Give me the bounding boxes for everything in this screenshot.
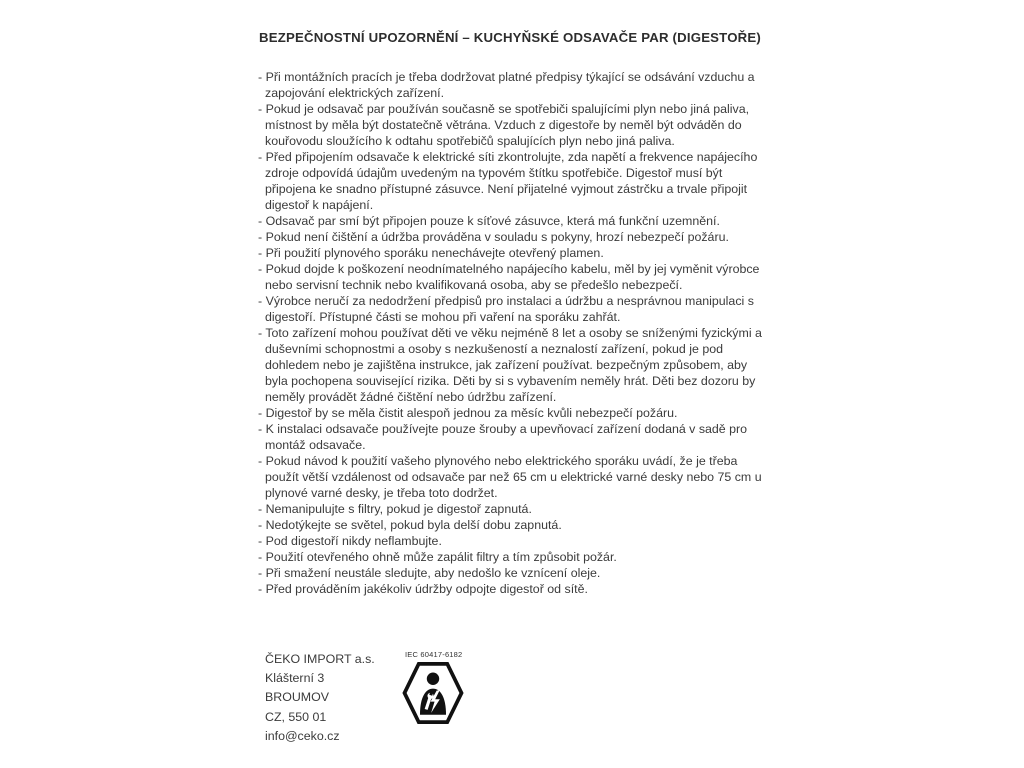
safety-bullet: - Použití otevřeného ohně může zapálit filtry a tím způsobit požár. xyxy=(258,550,617,564)
qualified-installer-icon xyxy=(402,660,464,726)
safety-bullet: - Výrobce neručí za nedodržení předpisů pro instalaci a údržbu a nesprávnou manipulaci s digestoří. Přístupné části se mohou při vaření na sporáku zahřát. xyxy=(258,294,754,324)
certification-block xyxy=(402,650,482,726)
document-content xyxy=(258,30,762,597)
company-email: info@ceko.cz xyxy=(265,728,340,743)
cert-standard-label: IEC 60417-6182 xyxy=(405,650,463,659)
safety-bullet: - Pod digestoří nikdy neflambujte. xyxy=(258,534,442,548)
safety-bullet: - Při smažení neustále sledujte, aby nedošlo ke vznícení oleje. xyxy=(258,566,601,580)
safety-bullet: - Digestoř by se měla čistit alespoň jednou za měsíc kvůli nebezpečí požáru. xyxy=(258,406,678,420)
safety-bullet: - Odsavač par smí být připojen pouze k síťové zásuvce, která má funkční uzemnění. xyxy=(258,214,720,228)
safety-bullet: - Při použití plynového sporáku nenechávejte otevřený plamen. xyxy=(258,246,604,260)
page-title: BEZPEČNOSTNÍ UPOZORNĚNÍ – KUCHYŇSKÉ ODSAVAČE PAR (DIGESTOŘE) xyxy=(259,30,761,45)
safety-bullet-list xyxy=(258,69,762,597)
safety-bullet: - Nemanipulujte s filtry, pokud je digestoř zapnutá. xyxy=(258,502,532,516)
address-zip: CZ, 550 01 xyxy=(265,709,327,724)
safety-bullet: - K instalaci odsavače používejte pouze šrouby a upevňovací zařízení dodaná v sadě pro montáž odsavače. xyxy=(258,422,748,452)
safety-bullet: - Pokud dojde k poškození neodnímatelného napájecího kabelu, měl by jej vyměnit výrobce nebo servisní technik nebo kvalifikovaná osoba, aby se předešlo nebezpečí. xyxy=(258,262,760,292)
safety-bullet: - Pokud není čištění a údržba prováděna v souladu s pokyny, hrozí nebezpečí požáru. xyxy=(258,230,729,244)
safety-bullet: - Nedotýkejte se světel, pokud byla delší dobu zapnutá. xyxy=(258,518,562,532)
safety-bullet: - Při montážních pracích je třeba dodržovat platné předpisy týkající se odsávání vzduchu a zapojování elektrických zařízení. xyxy=(258,70,755,100)
safety-bullet: - Před připojením odsavače k elektrické síti zkontrolujte, zda napětí a frekvence napájecího zdroje odpovídá údajům uvedeným na typovém štítku spotřebiče. Digestoř musí být připojena ke snadno přístupné zásuvce. Není přijatelné vyjmout zástrčku a trvale připojit digestoř k napájení. xyxy=(258,150,758,212)
company-name: ČEKO IMPORT a.s. xyxy=(265,652,375,666)
address-city: BROUMOV xyxy=(265,690,330,705)
safety-bullet: - Pokud je odsavač par používán současně se spotřebiči spalujícími plyn nebo jiná paliva, místnost by měla být dostatečně větrána. Vzduch z digestoře by neměl být odváděn do kouřovodu sloužícího k odtahu spotřebičů spalujících plyn nebo jiná paliva. xyxy=(258,102,750,148)
address-street: Klášterní 3 xyxy=(265,671,325,686)
safety-bullet: - Pokud návod k použití vašeho plynového nebo elektrického sporáku uvádí, že je třeba použít větší vzdálenost od odsavače par než 65 cm u elektrické varné desky nebo 75 cm u plynové varné desky, je třeba toto dodržet. xyxy=(258,454,762,500)
safety-bullet: - Před prováděním jakékoliv údržby odpojte digestoř od sítě. xyxy=(258,582,588,596)
company-address-block xyxy=(265,650,375,746)
safety-bullet: - Toto zařízení mohou používat děti ve věku nejméně 8 let a osoby se sníženými fyzickými a duševními schopnostmi a osoby s nezkušeností a neznalostí zařízení, pokud je pod dohledem nebo je zajištěna instrukce, jak zařízení používat. bezpečným způsobem, aby byla pochopena související rizika. Děti by si s vybavením neměly hrát. Děti bez dozoru by neměly provádět žádné čištění nebo údržbu zařízení. xyxy=(258,326,762,404)
